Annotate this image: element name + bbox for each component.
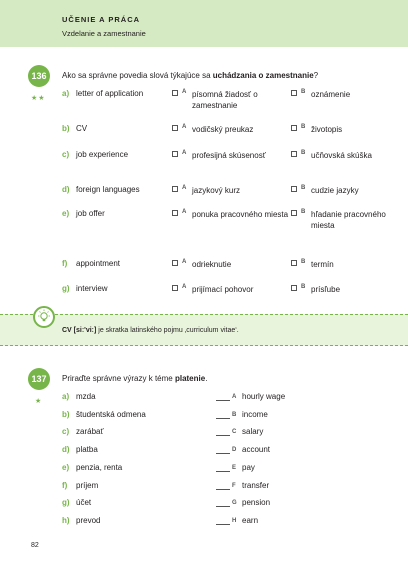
english-term: income xyxy=(242,409,268,419)
item-letter: e) xyxy=(62,462,70,472)
item-letter: a) xyxy=(62,89,70,98)
chapter-header xyxy=(0,0,408,47)
option-letter: B xyxy=(301,284,306,290)
checkbox[interactable] xyxy=(291,151,297,157)
option-text: hľadanie pracovného miesta xyxy=(311,210,386,230)
matching-row xyxy=(0,498,408,510)
answer-letter: E xyxy=(232,464,237,471)
checkbox[interactable] xyxy=(172,186,178,192)
exercise-instruction: Ako sa správne povedia slová týkajúce sa uchádzania o zamestnanie? xyxy=(62,71,319,80)
option-text: cudzie jazyky xyxy=(311,186,359,195)
option-letter: B xyxy=(301,209,306,215)
checkbox[interactable] xyxy=(291,90,297,96)
checkbox[interactable] xyxy=(291,285,297,291)
slovak-term: platba xyxy=(76,445,98,455)
checkbox[interactable] xyxy=(291,186,297,192)
answer-blank[interactable] xyxy=(216,489,230,490)
slovak-term: mzda xyxy=(76,392,96,401)
checkbox[interactable] xyxy=(291,210,297,216)
answer-letter: A xyxy=(232,394,237,400)
option-text: ponuka pracovného miesta xyxy=(192,210,289,219)
english-term: pay xyxy=(242,462,255,472)
checkbox[interactable] xyxy=(172,151,178,157)
matching-row xyxy=(0,463,408,475)
option-text: oznámenie xyxy=(311,90,351,99)
answer-blank[interactable] xyxy=(216,506,230,507)
slovak-term: zarábať xyxy=(76,427,104,437)
page-number: 82 xyxy=(31,542,39,549)
item-letter: d) xyxy=(62,445,70,455)
matching-row xyxy=(0,481,408,493)
option-text: odrieknutie xyxy=(192,260,232,269)
english-term: foreign languages xyxy=(76,185,140,194)
slovak-term: účet xyxy=(76,498,92,508)
item-letter: b) xyxy=(62,124,70,133)
option-text: prísľube xyxy=(311,285,341,294)
answer-blank[interactable] xyxy=(216,453,230,454)
answer-blank[interactable] xyxy=(216,471,230,472)
section-title: UČENIE A PRÁCA xyxy=(62,15,141,24)
exercise-number-badge: 136 xyxy=(28,65,50,87)
slovak-term: príjem xyxy=(76,480,99,490)
slovak-term: študentská odmena xyxy=(76,409,146,419)
checkbox[interactable] xyxy=(172,210,178,216)
checkbox[interactable] xyxy=(291,260,297,266)
item-letter: g) xyxy=(62,498,70,508)
matching-row xyxy=(0,410,408,422)
item-letter: a) xyxy=(62,392,70,401)
option-text: životopis xyxy=(311,125,343,134)
option-letter: B xyxy=(301,185,306,191)
option-letter: B xyxy=(301,150,306,156)
english-term: CV xyxy=(76,124,88,133)
english-term: interview xyxy=(76,284,108,293)
item-letter: c) xyxy=(62,150,70,159)
english-term: earn xyxy=(242,515,259,525)
matching-row xyxy=(0,516,408,528)
english-term: letter of application xyxy=(76,89,144,98)
answer-blank[interactable] xyxy=(216,524,230,525)
exercise-instruction: Priraďte správne výrazy k téme platenie. xyxy=(62,374,208,383)
english-term: job experience xyxy=(76,150,129,159)
option-text: termín xyxy=(311,260,334,269)
option-letter: A xyxy=(182,284,187,290)
option-letter: B xyxy=(301,124,306,130)
item-letter: b) xyxy=(62,409,70,419)
slovak-term: prevod xyxy=(76,515,101,525)
english-term: transfer xyxy=(242,480,270,490)
item-letter: g) xyxy=(62,284,70,293)
english-term: hourly wage xyxy=(242,392,286,401)
option-letter: A xyxy=(182,150,187,156)
checkbox[interactable] xyxy=(172,125,178,131)
option-letter: A xyxy=(182,185,187,191)
option-text: jazykový kurz xyxy=(192,186,241,195)
matching-row xyxy=(0,392,408,404)
english-term: account xyxy=(242,445,271,455)
slovak-term: penzia, renta xyxy=(76,462,123,472)
checkbox[interactable] xyxy=(172,260,178,266)
answer-letter: B xyxy=(232,411,237,418)
answer-blank[interactable] xyxy=(216,400,230,401)
tip-text: CV [siː'viː] je skratka latinského pojmu ‚curriculum vitae‘. xyxy=(62,327,239,334)
option-letter: A xyxy=(182,209,187,215)
item-letter: f) xyxy=(62,480,68,490)
english-term: job offer xyxy=(76,209,105,218)
answer-letter: F xyxy=(232,482,236,489)
option-text: učňovská skúška xyxy=(311,151,372,160)
difficulty-stars: ★★ xyxy=(31,95,46,102)
option-text: prijímací pohovor xyxy=(192,285,254,294)
checkbox[interactable] xyxy=(172,90,178,96)
option-letter: B xyxy=(301,89,306,95)
matching-row xyxy=(0,427,408,439)
checkbox[interactable] xyxy=(172,285,178,291)
english-term: pension xyxy=(242,498,271,508)
answer-letter: D xyxy=(232,447,237,454)
option-text: profesijná skúsenosť xyxy=(192,151,266,160)
option-letter: A xyxy=(182,124,187,130)
answer-blank[interactable] xyxy=(216,435,230,436)
item-letter: d) xyxy=(62,185,70,194)
item-letter: f) xyxy=(62,259,68,268)
english-term: salary xyxy=(242,427,264,437)
option-text: vodičský preukaz xyxy=(192,125,254,134)
checkbox[interactable] xyxy=(291,125,297,131)
option-letter: B xyxy=(301,259,306,265)
answer-letter: C xyxy=(232,429,237,436)
exercise-number-badge: 137 xyxy=(28,368,50,390)
item-letter: h) xyxy=(62,515,70,525)
answer-letter: H xyxy=(232,517,237,524)
matching-row xyxy=(0,445,408,457)
section-subtitle: Vzdelanie a zamestnanie xyxy=(62,29,146,38)
difficulty-stars: ★ xyxy=(35,398,43,405)
lightbulb-icon xyxy=(33,306,55,328)
item-letter: e) xyxy=(62,209,70,218)
answer-blank[interactable] xyxy=(216,418,230,419)
item-letter: c) xyxy=(62,427,70,437)
option-letter: A xyxy=(182,259,187,265)
english-term: appointment xyxy=(76,259,121,268)
answer-letter: G xyxy=(232,500,237,507)
option-text: písomná žiadosť o zamestnanie xyxy=(192,90,258,110)
tip-band xyxy=(0,314,408,346)
option-letter: A xyxy=(182,89,187,95)
